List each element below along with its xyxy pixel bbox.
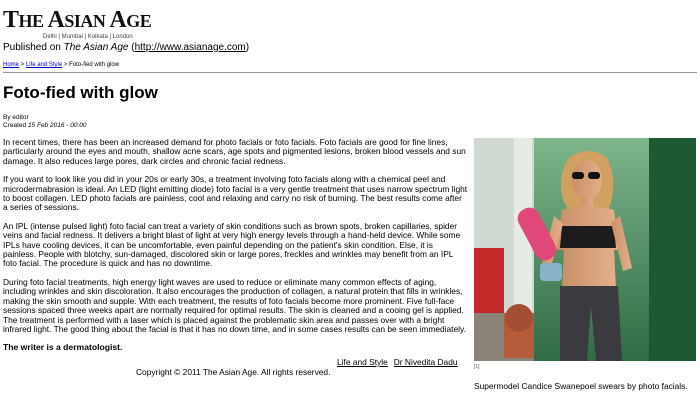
photo-caption: Supermodel Candice Swanepoel swears by photo facials. bbox=[474, 381, 688, 391]
article-photo bbox=[474, 138, 696, 361]
author-name: editor bbox=[12, 114, 29, 121]
published-line: Published on The Asian Age (http://www.asianage.com) bbox=[3, 42, 250, 53]
author-footnote: The writer is a dermatologist. bbox=[3, 342, 123, 353]
publication-name: The Asian Age bbox=[63, 42, 129, 53]
site-logo[interactable]: THE ASIAN AGE bbox=[3, 7, 152, 33]
breadcrumb: Home > Life and Style > Foto-fied with glow bbox=[3, 62, 120, 68]
tag-link-author[interactable]: Dr Nivedita Dadu bbox=[393, 357, 458, 367]
edition-cities: Delhi | Mumbai | Kolkata | London bbox=[43, 34, 133, 40]
article-paragraph: If you want to look like you did in your 20s or early 30s, a treatment involving foto facials along with a chemical peel and microdermabrasion is ideal. An LED (light emitting diode) foto facial is a very gentle treatment that uses narrow spectrum light to boost collagen. LED photo facials are painless, cool and relaxing and carry no risk of burning. The best results come after a series of sessions. bbox=[3, 174, 468, 213]
byline: By editor Created 15 Feb 2016 - 00:00 bbox=[3, 114, 87, 129]
created-date: 15 Feb 2016 - 00:00 bbox=[27, 122, 87, 129]
breadcrumb-section-link[interactable]: Life and Style bbox=[25, 62, 63, 68]
model-photo-image bbox=[474, 138, 696, 361]
breadcrumb-home-link[interactable]: Home bbox=[3, 62, 20, 68]
header-divider bbox=[3, 72, 697, 73]
masthead bbox=[3, 7, 152, 40]
breadcrumb-current: Foto-fied with glow bbox=[69, 62, 120, 68]
article-paragraph: An IPL (intense pulsed light) foto facial can treat a variety of skin conditions such as brown spots, broken capillaries, spider veins and facial redness. It delivers a bright blast of light at very high energy levels through a hand-held device. While some IPLs have cooling devices, it can be uncomfortable, even painful depending on the patient's skin condition. Else, it is painless. People with blotchy, sun-damaged, discolored skin or large pores, freckles and wrinkles may benefit from an IPL foto facial. The procedure is quick and has no downtime. bbox=[3, 220, 461, 269]
copyright-notice: Copyright © 2011 The Asian Age. All rights reserved. bbox=[136, 367, 331, 377]
article-title: Foto-fied with glow bbox=[3, 83, 158, 102]
article-paragraph: During foto facial treatments, high energy light waves are used to reduce or eliminate many common effects of aging, including wrinkles and skin discoloration. It also encourages the production of collagen, a natural protein that fills in wrinkles, making the skin smooth and supple. With each treatment, the results of foto facials become more prominent. Five full-face sessions spaced three weeks apart are normally required for optimal results. The skin is cleaned and a cooing gel is applied. The treatment is performed with a laser which is placed against the problematic skin area and passes over with a bright infrared light. The good thing about the facial is that it has no down time, and in some cases results can be seen immediately. bbox=[3, 276, 466, 334]
article-body bbox=[3, 138, 468, 362]
article-paragraph: In recent times, there has been an increased demand for photo facials or foto facials. Foto facials are good for fine lines, particularly around the eyes and mouth, shallow acne scars, age spots and pigmented lesions, broken blood vessels and sun damage. It also reduces large pores, dark circles and chronic facial redness. bbox=[3, 137, 466, 166]
published-prefix: Published on bbox=[3, 42, 61, 53]
tag-link-life-and-style[interactable]: Life and Style bbox=[337, 357, 388, 367]
article-tags bbox=[337, 357, 458, 367]
photo-credit-tag: [1] bbox=[474, 364, 480, 370]
publication-url-link[interactable]: http://www.asianage.com bbox=[134, 42, 246, 53]
